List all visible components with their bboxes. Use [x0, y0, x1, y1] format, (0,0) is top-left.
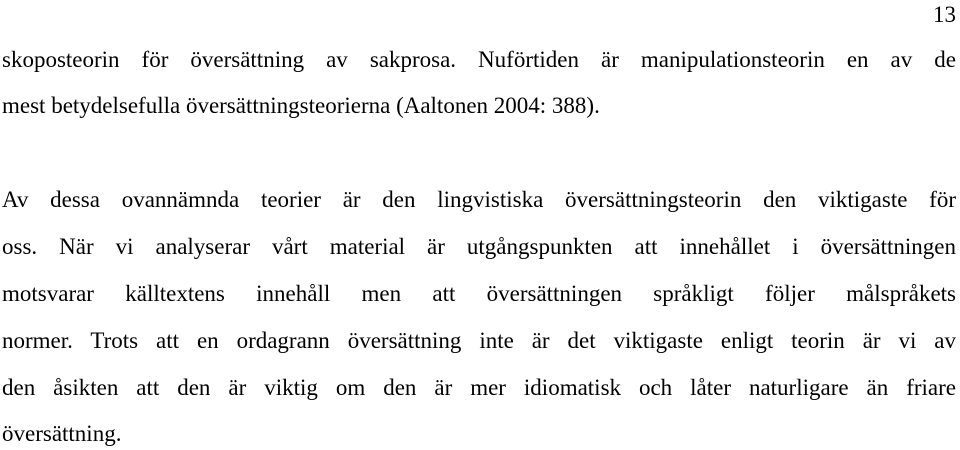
- paragraph-line: Av dessa ovannämnda teorier är den lingvistiska översättningsteorin den viktigaste för: [2, 187, 956, 212]
- paragraph-line: översättning.: [2, 421, 122, 446]
- paragraph-line: motsvarar källtextens innehåll men att översättningen språkligt följer målspråkets: [2, 281, 956, 306]
- paragraph-line: skoposteorin för översättning av sakprosa. Nuförtiden är manipulationsteorin en av de: [2, 47, 956, 72]
- paragraph-line: den åsikten att den är viktig om den är mer idiomatisk och låter naturligare än friare: [2, 375, 956, 400]
- paragraph-line: mest betydelsefulla översättningsteorierna (Aaltonen 2004: 388).: [2, 93, 600, 118]
- paragraph-line: oss. När vi analyserar vårt material är utgångspunkten att innehållet i översättningen: [2, 234, 956, 259]
- paragraph-line: normer. Trots att en ordagrann översättning inte är det viktigaste enligt teorin är vi av: [2, 328, 956, 353]
- page-number: 13: [933, 2, 956, 27]
